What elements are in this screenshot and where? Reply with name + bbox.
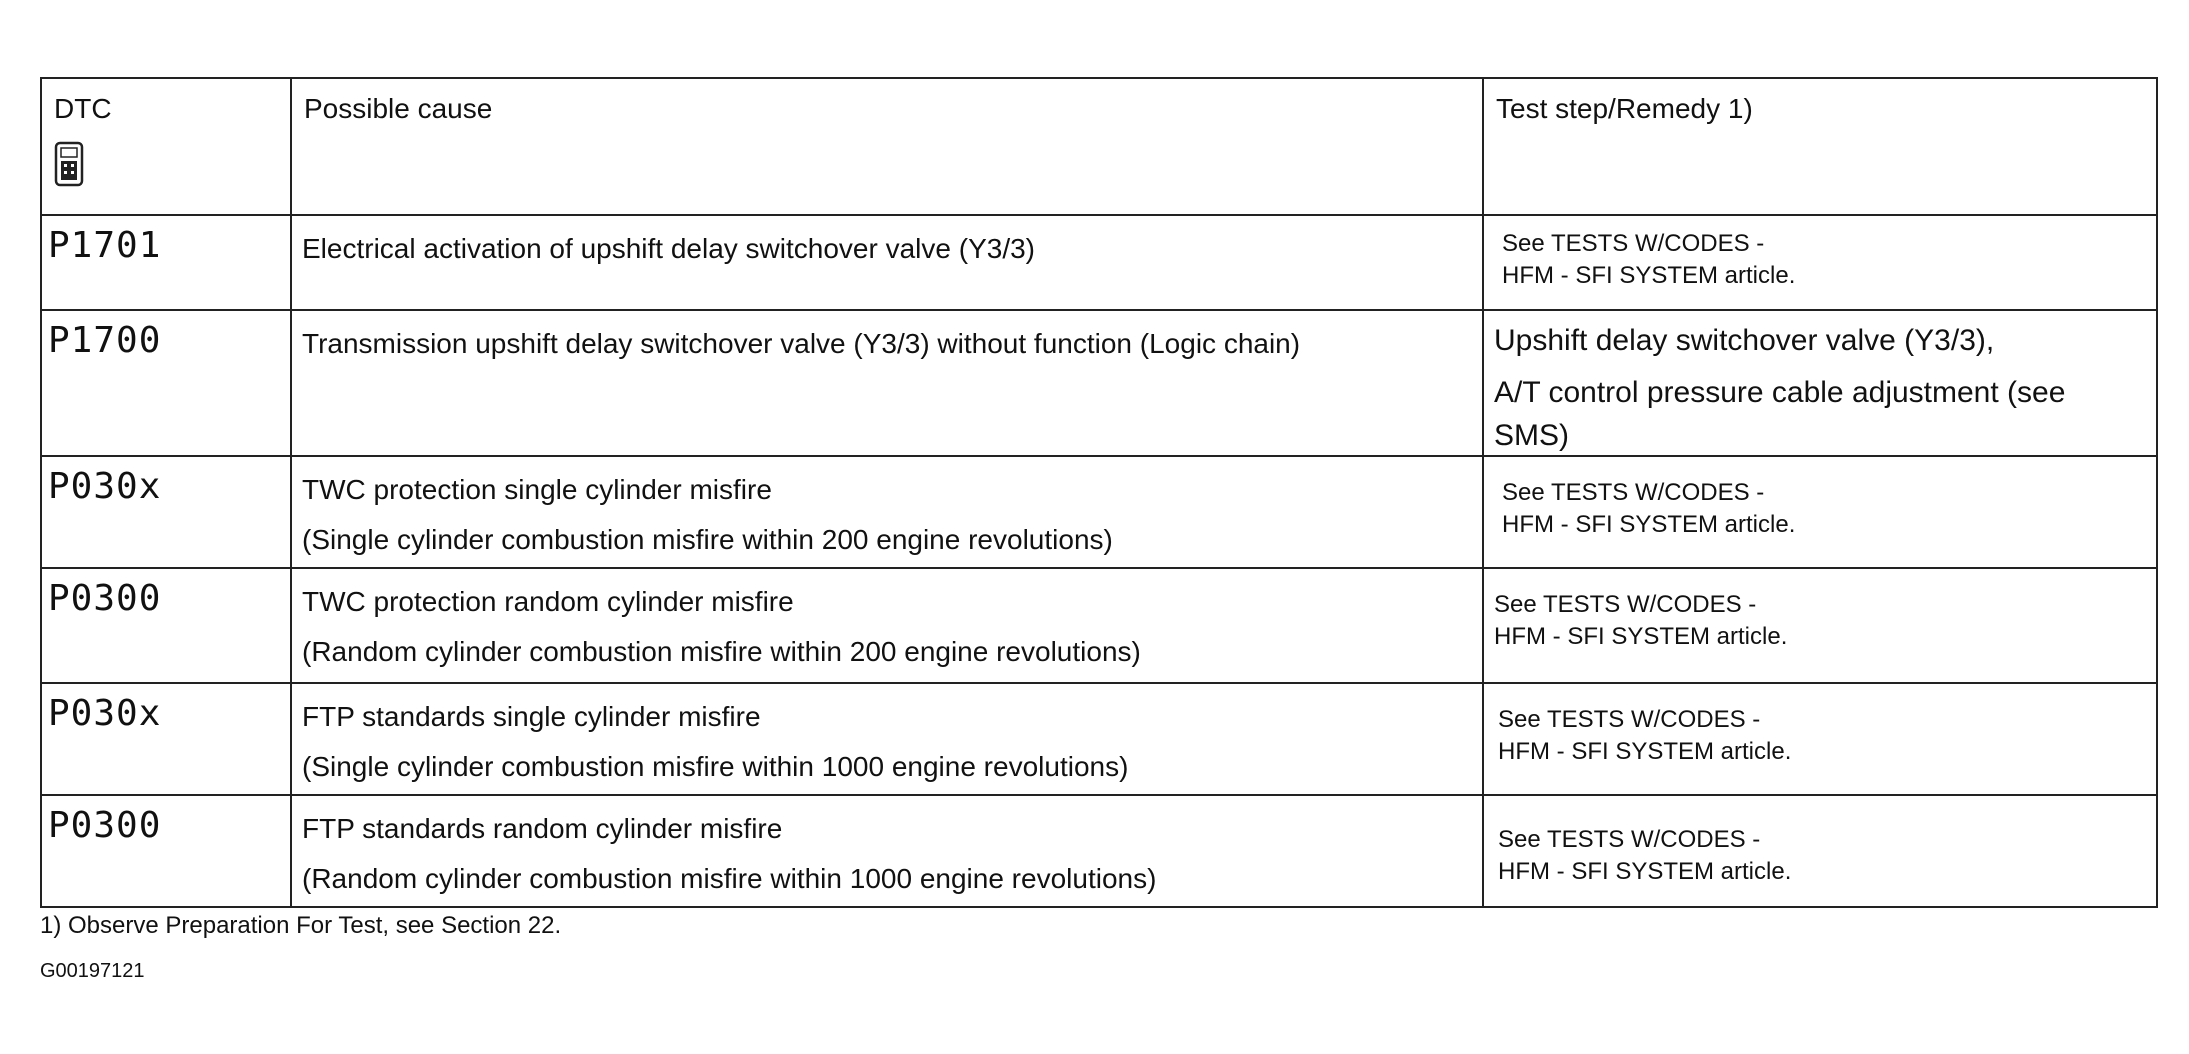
cause-cell [291,795,1483,907]
remedy-line: HFM - SFI SYSTEM article. [1498,858,1792,885]
dtc-header-cell [41,78,291,215]
remedy-header-cell [1483,78,2157,215]
cause-line: TWC protection single cylinder misfire [302,474,772,505]
remedy-line: See TESTS W/CODES - [1494,591,1757,618]
cause-cell [291,456,1483,568]
table-row [41,456,2157,568]
cause-cell [291,683,1483,795]
dtc-cell [41,310,291,456]
remedy-line: See TESTS W/CODES - [1498,706,1761,733]
table-header-row [41,78,2157,215]
remedy-line: See TESTS W/CODES - [1502,230,1765,257]
cause-line: TWC protection random cylinder misfire [302,586,794,617]
dtc-cell [41,795,291,907]
dtc-table [40,77,2158,908]
figure-id: G00197121 [40,960,145,982]
remedy-line: HFM - SFI SYSTEM article. [1502,262,1796,289]
cause-line: (Random cylinder combustion misfire within 200 engine revolutions) [302,636,1141,667]
cause-cell [291,215,1483,310]
remedy-cell [1483,568,2157,683]
dtc-cell [41,456,291,568]
remedy-line: A/T control pressure cable adjustment (see [1494,376,2066,409]
remedy-line: HFM - SFI SYSTEM article. [1498,738,1792,765]
remedy-cell [1483,795,2157,907]
table-row [41,568,2157,683]
remedy-header: Test step/Remedy 1) [1496,93,1753,124]
cause-line: (Single cylinder combustion misfire within 200 engine revolutions) [302,524,1113,555]
remedy-line: HFM - SFI SYSTEM article. [1494,623,1788,650]
dtc-cell [41,215,291,310]
cause-header-cell [291,78,1483,215]
dtc-code: P1700 [48,320,162,361]
remedy-line: See TESTS W/CODES - [1498,826,1761,853]
dtc-code: P030x [48,693,162,734]
cause-line: (Single cylinder combustion misfire within 1000 engine revolutions) [302,751,1129,782]
cause-line: Transmission upshift delay switchover valve (Y3/3) without function (Logic chain) [302,328,1301,359]
dtc-cell [41,568,291,683]
remedy-cell [1483,215,2157,310]
cause-line: FTP standards random cylinder misfire [302,813,783,844]
dtc-code: P030x [48,466,162,507]
dtc-code: P1701 [48,225,162,266]
table-row [41,795,2157,907]
dtc-code: P0300 [48,805,162,846]
dtc-header: DTC [54,93,112,124]
remedy-line: Upshift delay switchover valve (Y3/3), [1494,324,1995,357]
table-row [41,683,2157,795]
dtc-cell [41,683,291,795]
dtc-code: P0300 [48,578,162,619]
scan-tool-icon [54,141,84,187]
remedy-cell [1483,456,2157,568]
cause-header: Possible cause [304,93,493,124]
cause-cell [291,568,1483,683]
footnote: 1) Observe Preparation For Test, see Section 22. [40,912,562,939]
cause-line: (Random cylinder combustion misfire within 1000 engine revolutions) [302,863,1157,894]
remedy-cell [1483,683,2157,795]
table-row [41,310,2157,456]
remedy-cell [1483,310,2157,456]
cause-cell [291,310,1483,456]
remedy-line: SMS) [1494,419,1569,452]
remedy-line: HFM - SFI SYSTEM article. [1502,511,1796,538]
table-row [41,215,2157,310]
remedy-line: See TESTS W/CODES - [1502,479,1765,506]
cause-line: Electrical activation of upshift delay switchover valve (Y3/3) [302,233,1035,264]
cause-line: FTP standards single cylinder misfire [302,701,761,732]
